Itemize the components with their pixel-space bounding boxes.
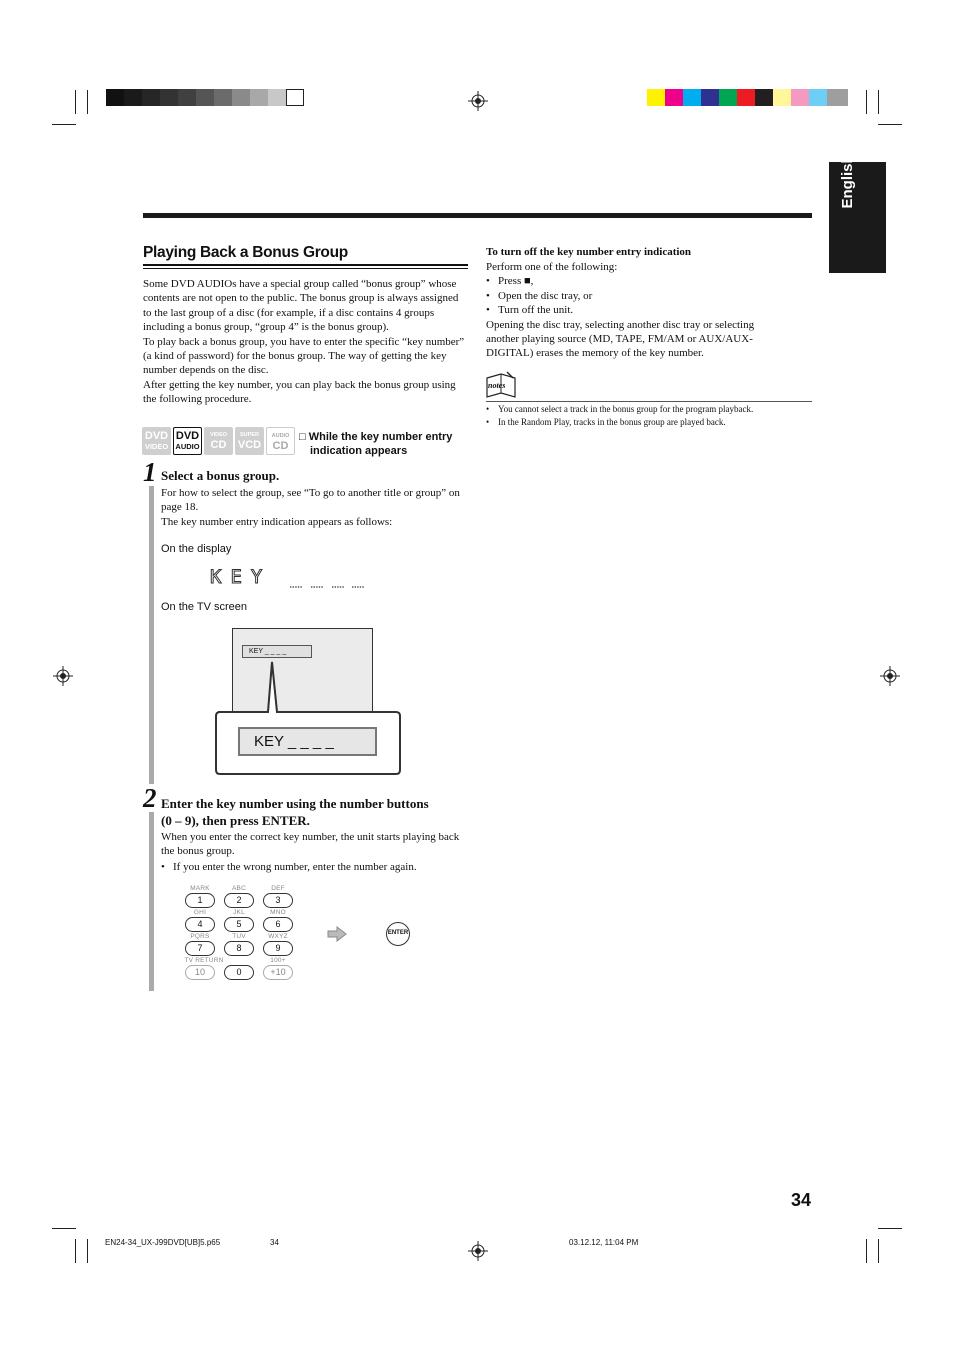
footer-date: 03.12.12, 11:04 PM [569,1238,639,1247]
display-label: On the display [161,543,232,555]
zoom-callout [214,654,404,778]
gray-swatch [286,89,304,106]
gray-swatch [250,89,268,106]
intro-text [143,277,468,407]
number-button-4[interactable]: 4 [185,917,215,932]
title-underline [143,264,468,266]
number-button-10[interactable]: 10 [185,965,215,980]
tv-key-zoom-box: KEY _ _ _ _ [238,727,377,756]
super-vcd-icon: SUPER VCD [235,427,264,455]
turn-off-intro: Perform one of the following: [486,261,618,273]
key-sub-label: PQRS [190,933,210,940]
color-swatch [647,89,665,106]
color-swatch [665,89,683,106]
top-rule [143,213,812,218]
number-button-9[interactable]: 9 [263,941,293,956]
registration-mark-icon [468,1241,488,1261]
intro-paragraph: After getting the key number, you can play back the bonus group using the following procedure. [143,378,456,406]
turn-off-paragraph: Opening the disc tray, selecting another disc tray or selecting another playing source (MD, TAPE, FM/AM or AUX/AUX-DIGITAL) erases the memory of the key number. [486,318,755,360]
dvd-audio-icon: DVD AUDIO [173,427,202,455]
key-sub-label: ABC [232,885,246,892]
step-paragraph: For how to select the group, see “To go to another title or group” on page 18. [161,487,460,514]
enter-button[interactable]: ENTER [386,922,410,946]
gray-swatch [124,89,142,106]
color-swatch [683,89,701,106]
step-number: 1 [143,457,157,487]
color-swatch [773,89,791,106]
registration-mark-icon [880,666,900,686]
condition-label [299,430,452,458]
number-button-8[interactable]: 8 [224,941,254,956]
turn-off-bullet: • Open the disc tray, or [486,289,786,303]
footer-page: 34 [270,1238,279,1247]
number-button-7[interactable]: 7 [185,941,215,956]
gray-swatch [214,89,232,106]
step-text [161,486,469,529]
condition-line: While the key number entry [308,431,453,443]
turn-off-bullet: • Turn off the unit. [486,303,786,317]
step-text [161,830,469,874]
gray-swatch [178,89,196,106]
condition-line: indication appears [310,445,408,457]
title-underline [143,268,468,269]
key-sub-label: TV RETURN [184,957,224,964]
gray-swatch [196,89,214,106]
notes-label: notes [488,381,506,390]
registration-mark-icon [468,91,488,111]
step-bullet: • If you enter the wrong number, enter the number again. [161,860,469,874]
page-number: 34 [791,1190,812,1210]
gray-swatch [160,89,178,106]
number-button-0[interactable]: 0 [224,965,254,980]
key-sub-label: MNO [270,909,286,916]
key-sub-label: GHI [193,909,207,916]
number-button-5[interactable]: 5 [224,917,254,932]
color-swatch [827,89,848,106]
step-paragraph: The key number entry indication appears as follows: [161,515,393,528]
gray-swatch [142,89,160,106]
video-cd-icon: VIDEO CD [204,427,233,455]
number-button-6[interactable]: 6 [263,917,293,932]
step-heading [161,795,471,829]
step-heading-line: (0 – 9), then press ENTER. [161,813,310,828]
number-button-2[interactable]: 2 [224,893,254,908]
notes-list [486,403,806,429]
gray-swatch [232,89,250,106]
number-button-1[interactable]: 1 [185,893,215,908]
step-bar [149,812,154,991]
intro-paragraph: To play back a bonus group, you have to enter the specific “key number” (a kind of password) for the bonus group. The way of getting the key number depends on the disc. [143,335,465,377]
color-swatch [791,89,809,106]
key-sub-label: WXYZ [268,933,288,940]
tv-screen-label: On the TV screen [161,601,248,613]
color-swatch [809,89,827,106]
color-swatch [755,89,773,106]
audio-cd-icon: AUDIO CD [266,427,295,455]
key-sub-label: MARK [190,885,210,892]
turn-off-body [486,260,786,361]
step-heading-line: Enter the key number using the number buttons [161,796,429,811]
arrow-right-icon [327,926,347,942]
color-swatch [737,89,755,106]
key-sub-label: TUV [232,933,246,940]
note-item: • In the Random Play, tracks in the bonus group are played back. [486,416,806,429]
turn-off-heading: To turn off the key number entry indication [486,246,692,258]
step-paragraph: When you enter the correct key number, the unit starts playing back the bonus group. [161,831,460,858]
display-readout: KEY [210,566,272,588]
gray-swatch [268,89,286,106]
dvd-video-icon: DVD VIDEO [142,427,171,455]
registration-mark-icon [53,666,73,686]
step-number: 2 [143,783,157,813]
gray-swatch [106,89,124,106]
notes-icon [485,370,519,400]
tv-key-box: KEY _ _ _ _ [242,645,312,658]
step-heading: Select a bonus group. [161,468,280,483]
intro-paragraph: Some DVD AUDIOs have a special group called “bonus group” whose contents are not open to the public. The bonus group is always assigned to the last group of a disc (for example, if a disc contains 4 groups including a bonus group, “group 4” is the bonus group). [143,278,459,334]
note-item: • You cannot select a track in the bonus group for the program playback. [486,403,806,416]
key-sub-label: 100+ [270,957,286,964]
color-swatch [719,89,737,106]
plus-10-button[interactable]: +10 [263,965,293,980]
notes-divider [486,401,812,402]
number-button-3[interactable]: 3 [263,893,293,908]
key-sub-label: DEF [271,885,285,892]
display-dashes [288,582,368,590]
checkbox-icon: □ [299,431,306,443]
turn-off-bullet: • Press ■, [486,274,786,288]
key-sub-label: JKL [233,909,245,916]
footer-file: EN24-34_UX-J99DVD[UB]5.p65 [105,1238,221,1247]
language-label: English [839,154,856,209]
language-tab [829,154,886,273]
section-title: Playing Back a Bonus Group [143,244,348,261]
color-swatch [701,89,719,106]
step-bar [149,486,154,784]
